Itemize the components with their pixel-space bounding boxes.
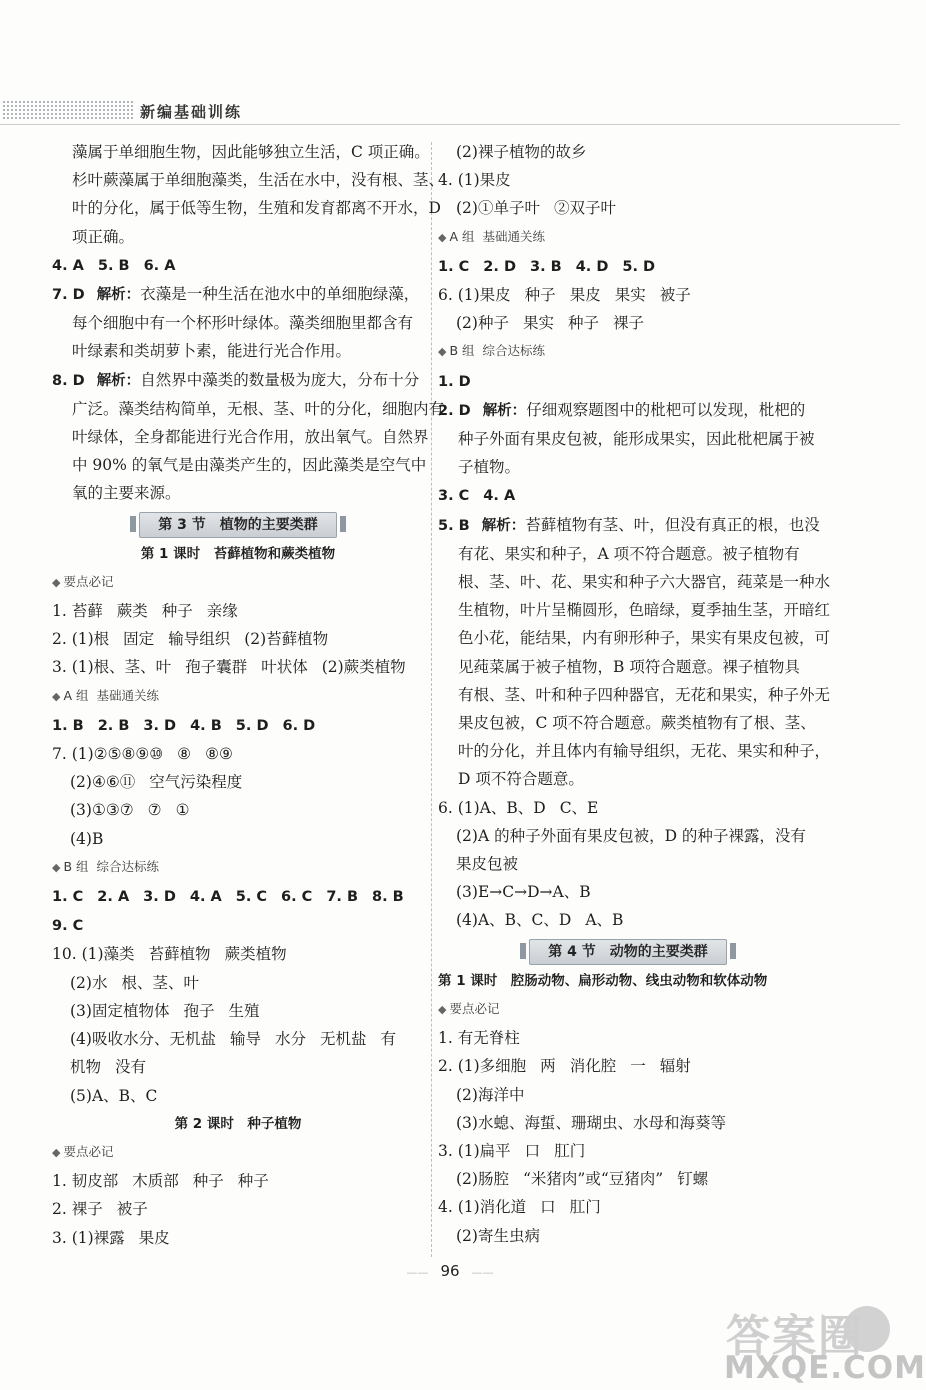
answer-row: (2)寄生虫病 <box>456 1226 540 1245</box>
answer-row: (3)水螅、海蜇、珊瑚虫、水母和海葵等 <box>456 1113 726 1132</box>
header-band <box>0 100 900 122</box>
text-line: 叶的分化，并且体内有输导组织，无花、果实和种子， <box>458 742 831 761</box>
answer-row: 3. (1)扁平 口 肛门 <box>438 1141 586 1160</box>
answer-row: 4. (1)果皮 <box>438 171 511 190</box>
answer-row: (3)①③⑦ ⑦ ① <box>70 801 190 820</box>
analysis-text: 衣藻是一种生活在池水中的单细胞绿藻， <box>140 285 420 304</box>
watermark-logo <box>720 1300 926 1388</box>
header-rule <box>0 124 900 125</box>
answer-row: 7. (1)②⑤⑧⑨⑩ ⑧ ⑧⑨ <box>52 745 233 764</box>
answer-row: 10. (1)藻类 苔藓植物 蕨类植物 <box>52 945 287 964</box>
text-line: (2)A 的种子外面有果皮包被，D 的种子裸露，没有 <box>456 826 806 845</box>
answer-row: 5. B 解析：苔藓植物有茎、叶，但没有真正的根，也没 <box>438 515 820 534</box>
answer-row: (2)④⑥⑪ 空气污染程度 <box>70 773 243 792</box>
text-line: 子植物。 <box>458 458 521 477</box>
analysis-label: 解析： <box>482 402 527 419</box>
answer-row: 4. (1)消化道 口 肛门 <box>438 1198 601 1217</box>
answer-row: 2. (1)多细胞 两 消化腔 一 辐射 <box>438 1057 691 1076</box>
header-title: 新编基础训练 <box>140 103 243 121</box>
section-heading <box>52 508 424 540</box>
group-b-tag: ◆ B 组 综合达标练 <box>438 343 546 359</box>
text-line: 氧的主要来源。 <box>72 484 181 503</box>
section-banner: 第 3 节 植物的主要类群 <box>139 512 337 538</box>
text-line: 有根、茎、叶和种子四种器官，无花和果实，种子外无 <box>458 685 831 704</box>
text-line: 中 90% 的氧气是由藻类产生的，因此藻类是空气中 <box>72 456 427 475</box>
analysis-label: 解析： <box>96 287 141 304</box>
answer-row: (2)肠腔 “米猪肉”或“豆猪肉” 钉螺 <box>456 1170 709 1189</box>
key-points-tag: ◆ 要点必记 <box>52 573 114 589</box>
answer: 4. A <box>52 257 84 274</box>
text-line: 色小花，能结果，内有卵形种子，果实有果皮包被，可 <box>458 629 831 648</box>
text-line: 叶绿体，全身都能进行光合作用，放出氧气。自然界 <box>72 428 429 447</box>
answer-row: 6. (1)A、B、D C、E <box>438 798 599 817</box>
answer-row: (4)A、B、C、D A、B <box>456 911 624 930</box>
answer-row: 2. 裸子 被子 <box>52 1200 148 1219</box>
answer-row <box>52 280 424 309</box>
answer-row: (5)A、B、C <box>70 1086 158 1105</box>
answer-row: (4)B <box>70 829 104 848</box>
answer-row: (2)海洋中 <box>456 1085 525 1104</box>
text-line: 生植物，叶片呈椭圆形，色暗绿，夏季抽生茎，开暗红 <box>458 601 831 620</box>
text-line: 叶的分化，属于低等生物，生殖和发育都离不开水，D <box>72 199 441 218</box>
lesson-title: 第 2 课时 种子植物 <box>174 1115 302 1132</box>
answer: 5. B <box>97 257 130 274</box>
group-b-tag: ◆ B 组 综合达标练 <box>52 858 160 874</box>
text-line: 有花、果实和种子，A 项不符合题意。被子植物有 <box>458 544 800 563</box>
answer-row: 1. C 2. A 3. D 4. A 5. C 6. C 7. B 8. B <box>52 889 404 906</box>
answer: 6. A <box>143 257 176 274</box>
answer-row <box>52 251 424 280</box>
answer-row: (2)水 根、茎、叶 <box>70 973 199 992</box>
text-line: 种子外面有果皮包被，能形成果实，因此枇杷属于被 <box>458 430 815 449</box>
page-number: —— 96 —— <box>0 1262 900 1280</box>
text-line: 每个细胞中有一个杯形叶绿体。藻类细胞里都含有 <box>72 314 414 333</box>
answer-row: 1. 有无脊柱 <box>438 1029 520 1048</box>
group-a-tag: ◆ A 组 基础通关练 <box>438 228 546 244</box>
answer-row: (4)吸收水分、无机盐 输导 水分 无机盐 有 <box>70 1030 397 1049</box>
text-line: 项正确。 <box>72 227 135 246</box>
key-points-tag: ◆ 要点必记 <box>52 1143 114 1159</box>
answer-row: (2)①单子叶 ②双子叶 <box>456 199 616 218</box>
column-divider <box>431 142 432 1257</box>
answer-row: 2. D 解析：仔细观察题图中的枇杷可以发现，枇杷的 <box>438 400 806 419</box>
answer-row: (3)固定植物体 孢子 生殖 <box>70 1001 260 1020</box>
header-dot-pattern <box>2 100 134 120</box>
answer-row: 1. 韧皮部 木质部 种子 种子 <box>52 1172 269 1191</box>
text-line: 杉叶蕨藻属于单细胞藻类，生活在水中，没有根、茎、 <box>72 171 445 190</box>
watermark-url: MXQE.COM <box>724 1350 926 1386</box>
answer-row: (3)E→C→D→A、B <box>456 883 591 902</box>
answer-row: (2)裸子植物的故乡 <box>456 143 587 161</box>
analysis-label: 解析： <box>96 372 141 389</box>
answer: 7. D <box>52 287 85 304</box>
answer-row: 1. D <box>438 373 471 390</box>
answer-row: 1. 苔藓 蕨类 种子 亲缘 <box>52 602 238 621</box>
text-line: 见莼菜属于被子植物，B 项符合题意。裸子植物具 <box>458 657 800 676</box>
answer-row: (2)种子 果实 种子 裸子 <box>456 314 645 333</box>
answer-row <box>52 366 424 395</box>
answer-row: 机物 没有 <box>70 1058 147 1077</box>
answer: 8. D <box>52 372 85 389</box>
lesson-title: 第 1 课时 腔肠动物、扁形动物、线虫动物和软体动物 <box>438 972 768 989</box>
text-line: 广泛。藻类结构简单，无根、茎、叶的分化，细胞内有 <box>72 399 445 418</box>
answer-row: 3. C 4. A <box>438 488 516 505</box>
answer-row: 2. (1)根 固定 输导组织 (2)苔藓植物 <box>52 630 329 649</box>
answer-row: 1. C 2. D 3. B 4. D 5. D <box>438 258 656 275</box>
analysis-text: 自然界中藻类的数量极为庞大，分布十分 <box>140 370 420 389</box>
text-line: 果皮包被，C 项不符合题意。蕨类植物有了根、茎、 <box>458 714 816 733</box>
key-points-tag: ◆ 要点必记 <box>438 1000 500 1016</box>
text-line: 果皮包被 <box>456 855 519 874</box>
text-line: 根、茎、叶、花、果实和种子六大器官，莼菜是一种水 <box>458 573 831 592</box>
analysis-label: 解析： <box>481 517 526 534</box>
text-line: 叶绿素和类胡萝卜素，能进行光合作用。 <box>72 342 352 361</box>
section-banner: 第 4 节 动物的主要类群 <box>529 939 727 965</box>
answer-row: 9. C <box>52 918 84 935</box>
lesson-title: 第 1 课时 苔藓植物和蕨类植物 <box>140 545 336 562</box>
left-column <box>52 138 445 1252</box>
text-line: 藻属于单细胞生物，因此能够独立生活，C 项正确。 <box>72 143 430 161</box>
group-a-tag: ◆ A 组 基础通关练 <box>52 687 160 703</box>
text-line: D 项不符合题意。 <box>458 770 584 789</box>
right-column <box>438 138 831 1250</box>
answer-row: 1. B 2. B 3. D 4. B 5. D 6. D <box>52 717 316 734</box>
answer-row: 6. (1)果皮 种子 果皮 果实 被子 <box>438 286 691 305</box>
answer-row: 3. (1)根、茎、叶 孢子囊群 叶状体 (2)蕨类植物 <box>52 658 406 677</box>
answer-row: 3. (1)裸露 果皮 <box>52 1228 170 1247</box>
watermark-text: 答案圈 <box>726 1311 864 1362</box>
section-heading <box>438 935 818 967</box>
